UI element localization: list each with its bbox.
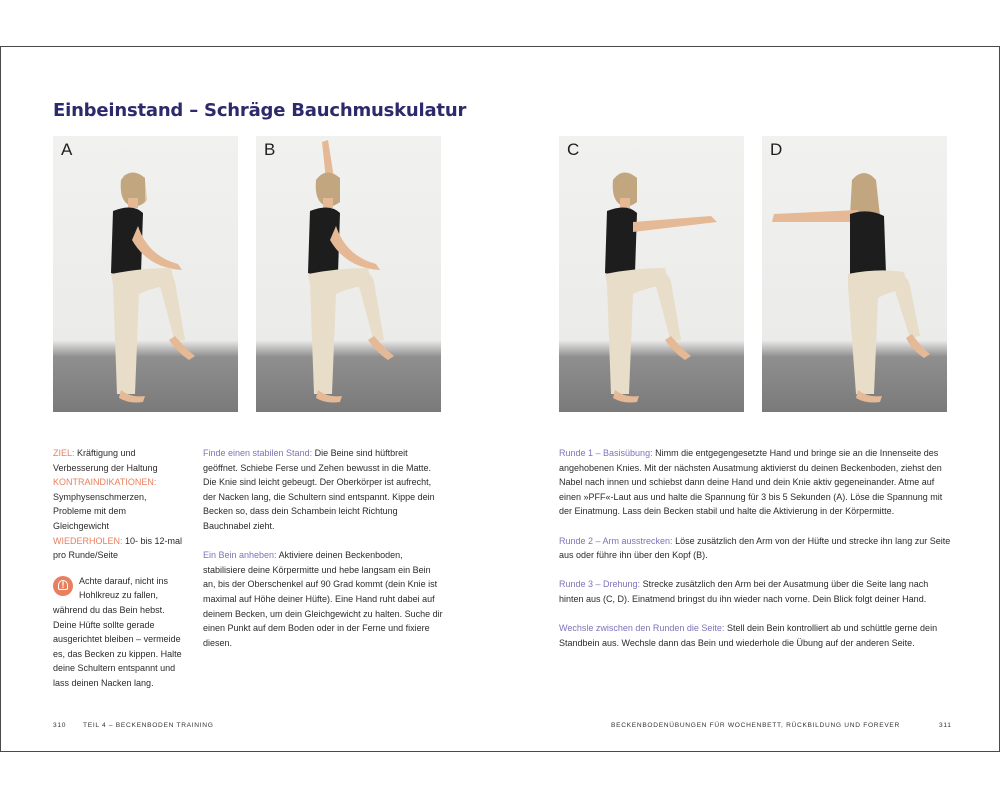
round-text: Löse zusätzlich den Arm von der Hüfte und strecke ihn lang zur Seite aus oder führe ihn über den Kopf (B).: [559, 535, 951, 561]
warning-icon: [53, 576, 73, 596]
page-title: Einbeinstand – Schräge Bauchmuskulatur: [53, 100, 467, 121]
photo-a: [53, 136, 238, 412]
photo-c: [559, 136, 744, 412]
round-label: Runde 3 – Drehung:: [559, 579, 641, 590]
instruction-text: Aktiviere deinen Beckenboden, stabilisiere deine Körpermitte und hebe langsam ein Bein an, bis der Oberschenkel auf 90 Grad kommt (dein Knie ist maximal auf Höhe deiner Hüfte). Eine Hand ruht dabei auf deinem Becken, um dein Gleichgewicht zu halten. Suche dir einen Punkt auf dem Boden oder in der Ferne und fixiere diesen.: [203, 550, 443, 648]
round-label: Runde 1 – Basisübung:: [559, 448, 653, 458]
goal-value: Kräftigung und Verbesserung der Haltung: [53, 448, 158, 473]
sidebar-info: [53, 446, 183, 691]
photo-b: [256, 136, 441, 412]
repetitions-label: WIEDERHOLEN:: [53, 535, 123, 546]
photo-a-label: A: [61, 140, 73, 159]
instruction-label: Finde einen stabilen Stand:: [203, 448, 313, 458]
photo-d: [762, 136, 947, 412]
caution-note: [53, 574, 183, 691]
photo-d-label: D: [770, 140, 783, 159]
round-paragraph: [559, 446, 951, 519]
photo-d-figure: [762, 136, 947, 412]
goal-text: [53, 446, 183, 475]
running-footer-right: BECKENBODENÜBUNGEN FÜR WOCHENBETT, RÜCKBILDUNG UND FOREVER: [611, 722, 900, 729]
photo-c-label: C: [567, 140, 580, 159]
contraindications-text: [53, 475, 183, 533]
instruction-label: Ein Bein anheben:: [203, 550, 277, 561]
repetitions-value: 10- bis 12-mal pro Runde/Seite: [53, 535, 183, 561]
page-number-right: 311: [939, 722, 952, 729]
round-paragraph: [559, 621, 951, 650]
photo-a-figure: [53, 136, 238, 412]
running-footer-left: TEIL 4 – BECKENBODEN TRAINING: [83, 722, 214, 729]
round-paragraph: [559, 534, 951, 563]
round-text: Strecke zusätzlich den Arm bei der Ausatmung über die Seite lang nach hinten aus (C, D). Einatmend bringst du ihn wieder nach vorne. Dein Blick folgt deiner Hand.: [559, 579, 929, 604]
contraindications-value: Symphysenschmerzen, Probleme mit dem Gleichgewicht: [53, 491, 147, 531]
instruction-paragraph: [203, 446, 443, 534]
round-text: Nimm die entgegengesetzte Hand und bringe sie an die Innenseite des angehobenen Knies. Mit der nächsten Ausatmung aktivierst du deinen Beckenboden, ziehst den Nabel nach innen und schiebst dann deine Hand und dein Knie aktiv gegeneinander. Atme auf einen »PFF«-Laut aus und halte die Spannung für 3 bis 5 Sekunden (A). Löse die Spannung mit der Einatmung. Lass dein Becken stabil und halte die Aktivierung in der Körpermitte.: [559, 448, 943, 517]
instructions-column-right: [559, 446, 951, 665]
round-label: Wechsle zwischen den Runden die Seite:: [559, 623, 725, 634]
contraindications-label: KONTRAINDIKATIONEN:: [53, 477, 157, 488]
repetitions-text: [53, 534, 183, 563]
round-text: Stell dein Bein kontrolliert ab und schüttle gerne dein Standbein aus. Wechsle dann das Bein und wiederhole die Übung auf der anderen Seite.: [559, 623, 938, 648]
goal-label: ZIEL:: [53, 448, 75, 458]
photo-b-figure: [256, 136, 441, 412]
instruction-text: Die Beine sind hüftbreit geöffnet. Schiebe Ferse und Zehen bewusst in die Matte. Die Knie sind leicht gebeugt. Der Oberkörper ist aufrecht, der Nacken lang, die Schultern sind entspannt. Kippe dein Becken so, dass dein Schambein leicht Richtung Bauchnabel zieht.: [203, 448, 435, 531]
round-label: Runde 2 – Arm ausstrecken:: [559, 535, 673, 546]
photo-b-label: B: [264, 140, 276, 159]
caution-note-text: Achte darauf, nicht ins Hohlkreuz zu fallen, während du das Bein hebst. Deine Hüfte sollte gerade ausgerichtet bleiben – vermeide es, das Becken zu kippen. Halte deine Schultern entspannt und lass deinen Nacken lang.: [53, 575, 182, 688]
photo-c-figure: [559, 136, 744, 412]
instructions-column-left: [203, 446, 443, 665]
page-number-left: 310: [53, 722, 67, 729]
round-paragraph: [559, 577, 951, 606]
instruction-paragraph: [203, 548, 443, 650]
